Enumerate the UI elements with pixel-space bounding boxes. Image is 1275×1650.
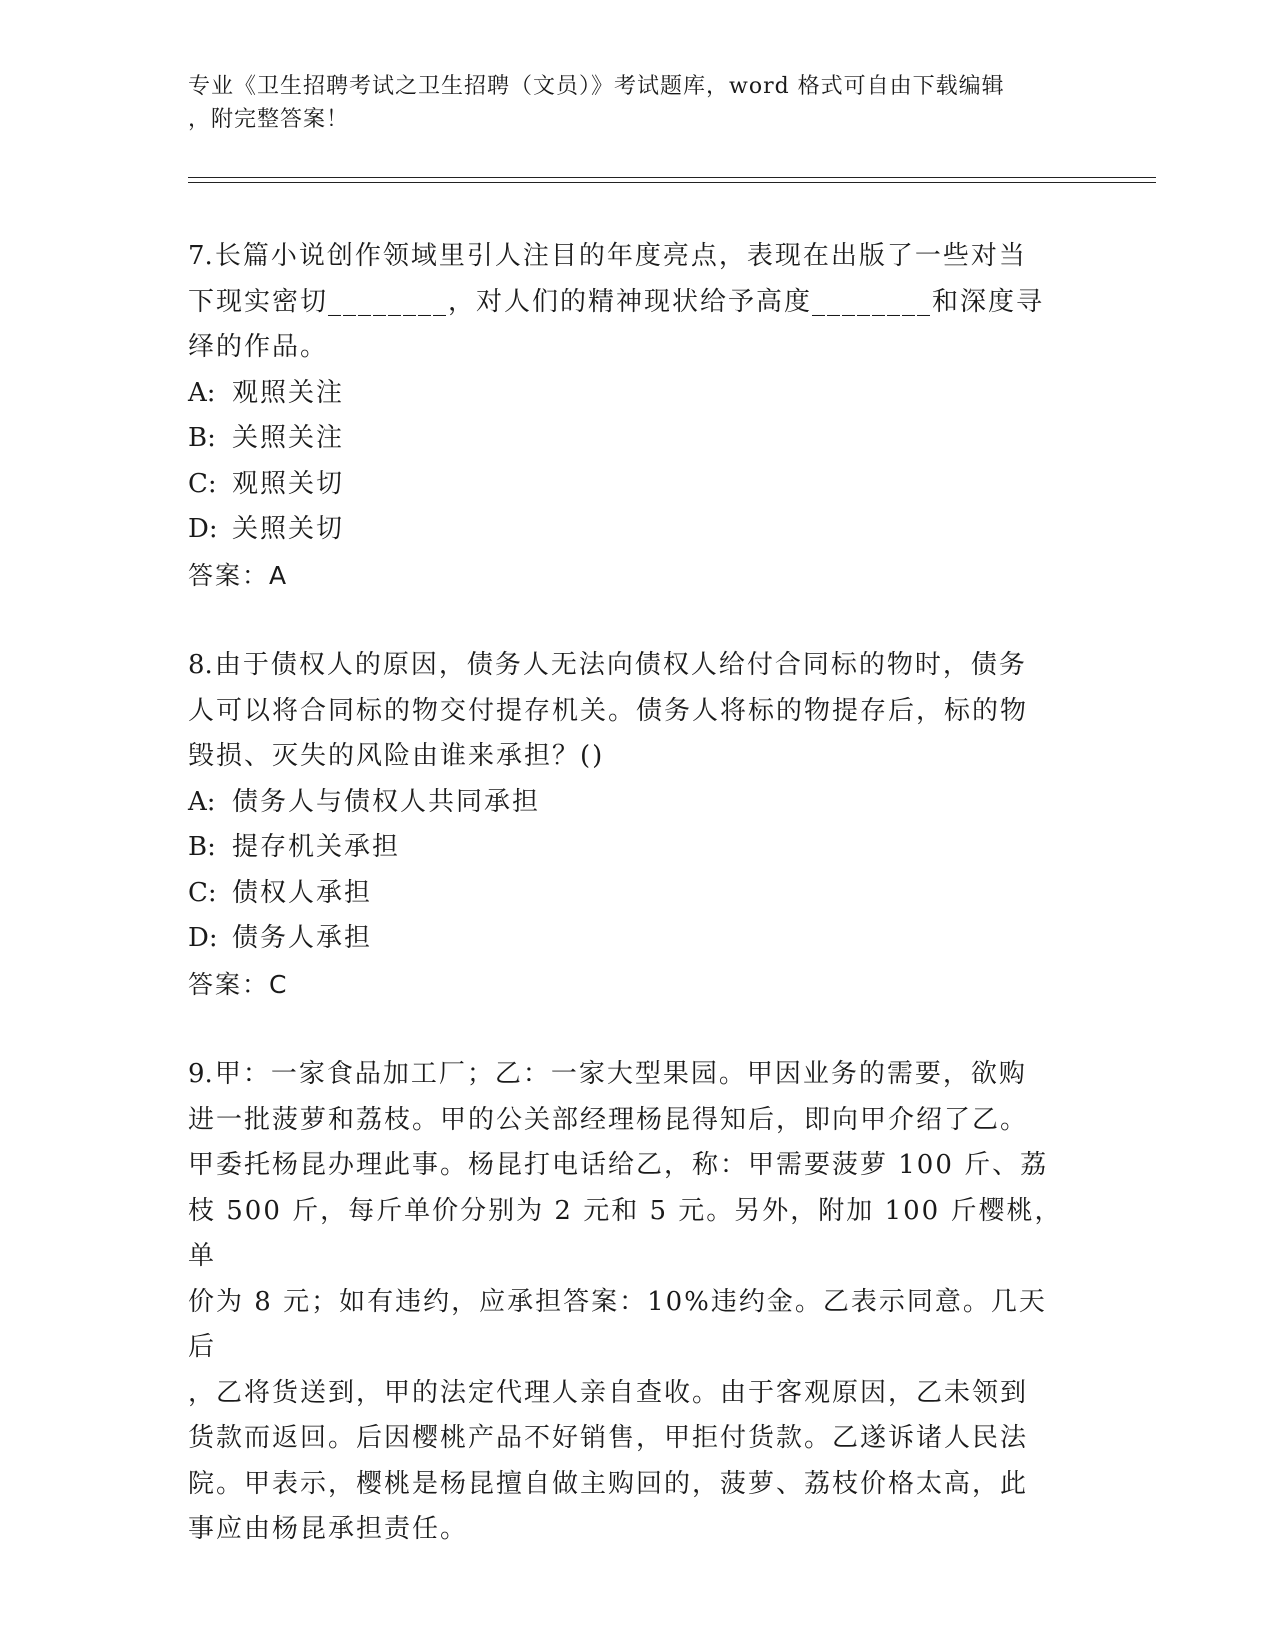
question-line: 价为 8 元；如有违约，应承担答案：10%违约金。乙表示同意。几天后 bbox=[188, 1286, 1047, 1362]
option-key: C: bbox=[188, 468, 217, 499]
question-8 bbox=[188, 643, 1068, 1007]
question-number: 7. bbox=[188, 241, 213, 271]
question-line: 甲：一家食品加工厂；乙：一家大型果园。甲因业务的需要，欲购 bbox=[214, 1059, 1027, 1089]
question-number: 9. bbox=[188, 1059, 213, 1089]
question-line: 人可以将合同标的物交付提存机关。债务人将标的物提存后，标的物 bbox=[188, 695, 1029, 726]
question-line: 甲委托杨昆办理此事。杨昆打电话给乙，称：甲需要菠萝 100 斤、荔 bbox=[188, 1150, 1049, 1180]
option-text: 观照关注 bbox=[232, 377, 345, 408]
question-text bbox=[188, 234, 1068, 280]
option-text: 债权人承担 bbox=[232, 877, 373, 908]
question-line: 绎的作品。 bbox=[188, 332, 329, 362]
option-d bbox=[188, 507, 1068, 553]
option-a bbox=[188, 371, 1068, 417]
option-key: C: bbox=[188, 877, 217, 908]
option-text: 债务人承担 bbox=[232, 923, 373, 953]
question-7 bbox=[188, 234, 1068, 598]
option-d bbox=[188, 916, 1068, 962]
question-number: 8. bbox=[188, 650, 213, 680]
header-double-rule bbox=[188, 177, 1156, 183]
question-line: 长篇小说创作领域里引人注目的年度亮点，表现在出版了一些对当 bbox=[214, 241, 1027, 271]
option-c bbox=[188, 462, 1068, 508]
question-line: 院。甲表示，樱桃是杨昆擅自做主购回的，菠萝、荔枝价格太高，此 bbox=[188, 1468, 1029, 1499]
header-line-1: 专业《卫生招聘考试之卫生招聘（文员）》考试题库，word 格式可自由下载编辑 bbox=[188, 74, 1005, 99]
header-line-2: ，附完整答案！ bbox=[188, 107, 350, 132]
option-text: 提存机关承担 bbox=[232, 832, 401, 862]
question-text bbox=[188, 1052, 1068, 1098]
option-a bbox=[188, 780, 1068, 826]
question-text bbox=[188, 643, 1068, 689]
option-text: 观照关切 bbox=[232, 468, 345, 499]
option-key: B: bbox=[188, 423, 216, 453]
option-text: 关照关切 bbox=[232, 514, 345, 544]
option-text: 关照关注 bbox=[232, 423, 345, 453]
question-line: 货款而返回。后因樱桃产品不好销售，甲拒付货款。乙遂诉诸人民法 bbox=[188, 1423, 1029, 1453]
option-key: A: bbox=[188, 786, 216, 817]
option-b bbox=[188, 825, 1068, 871]
question-9 bbox=[188, 1052, 1068, 1553]
option-key: A: bbox=[188, 377, 216, 408]
answer-line: 答案：A bbox=[188, 560, 289, 590]
question-line: 进一批菠萝和荔枝。甲的公关部经理杨昆得知后，即向甲介绍了乙。 bbox=[188, 1104, 1029, 1135]
answer-line: 答案：C bbox=[188, 969, 289, 999]
option-b bbox=[188, 416, 1068, 462]
option-key: D: bbox=[188, 923, 218, 953]
page-header bbox=[188, 70, 1078, 136]
question-line: 事应由杨昆承担责任。 bbox=[188, 1514, 469, 1544]
option-c bbox=[188, 871, 1068, 917]
question-line: ，乙将货送到，甲的法定代理人亲自查收。由于客观原因，乙未领到 bbox=[188, 1377, 1029, 1408]
option-key: B: bbox=[188, 832, 216, 862]
question-line: 枝 500 斤，每斤单价分别为 2 元和 5 元。另外，附加 100 斤樱桃，单 bbox=[188, 1195, 1063, 1271]
option-key: D: bbox=[188, 514, 218, 544]
option-text: 债务人与债权人共同承担 bbox=[232, 786, 541, 817]
question-line: 由于债权人的原因，债务人无法向债权人给付合同标的物时，债务 bbox=[214, 650, 1027, 680]
question-line: 下现实密切________，对人们的精神现状给予高度________和深度寻 bbox=[188, 286, 1045, 317]
question-line: 毁损、灭失的风险由谁来承担？() bbox=[188, 741, 605, 771]
